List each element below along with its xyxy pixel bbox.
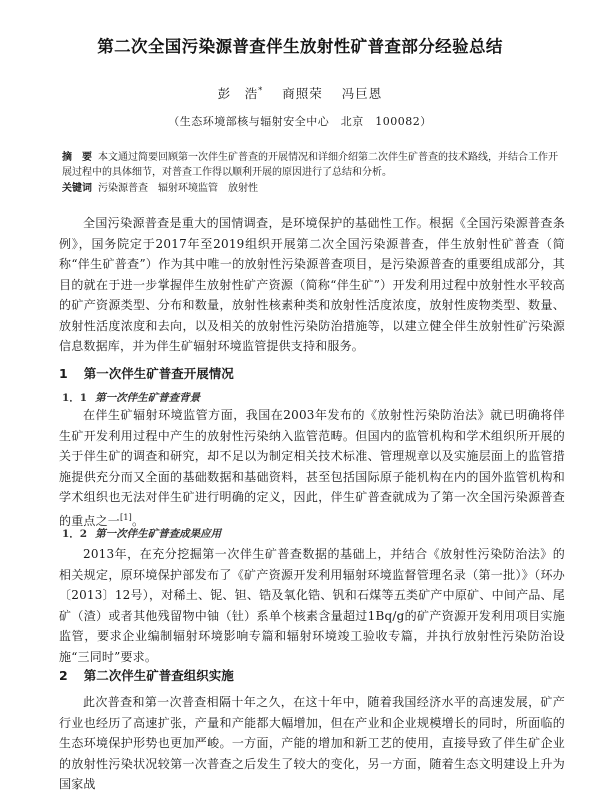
body-paragraph: 2013年，在充分挖掘第一次伴生矿普查数据的基础上，并结合《放射性污染防治法》的相关规定，原环境保护部发布了《矿产资源开发利用辐射环境监督管理名录（第一批）》（环办〔2013〕12号），对稀土、铌、钽、锆及氧化锆、钒和石煤等五类矿产中原矿、中间产品、尾矿（渣）或者其他残留物中铀（钍）系单个核素含量超过1Bq/g的矿产资源开发利用项目实施监管，要求企业编制辐射环境影响专篇和辐射环境竣工验收专篇，并执行放射性污染防治设施“三同时”要求。 [59,547,565,664]
subsection-heading [62,526,221,541]
subsection-heading [62,390,200,405]
abstract [62,150,562,180]
subsection-title: 第一次伴生矿普查背景 [95,392,201,404]
citation-reference[interactable]: [1] [120,512,132,522]
section-number: 1 [59,366,68,381]
paragraph-text: 在伴生矿辐射环境监管方面，我国在2003年发布的《放射性污染防治法》就已明确将伴生矿开发利用过程中产生的放射性污染纳入监管范畴。但国内的监管机构和学术组织所开展的关于伴生矿的调查和研究，却不足以为制定相关技术标准、管理规章以及实施层面上的监管措施提供充分而又全面的基础数据和基础资料，甚至包括国际原子能机构在内的国外监管机构和学术组织也无法对伴生矿进行明确的定义，因此，伴生矿普查就成为了第一次全国污染源普查的重点之一 [59,408,565,528]
section-heading [59,666,234,684]
subsection-title: 第一次伴生矿普查成果应用 [95,528,222,540]
subsection-number: 1．1 [62,392,88,404]
section-title: 第一次伴生矿普查开展情况 [83,366,234,381]
section-number: 2 [59,668,68,683]
abstract-label: 摘 要 [62,152,92,163]
subsection-number: 1．2 [62,528,88,540]
author-name: 商照荣 [282,86,323,101]
section-heading [59,364,234,382]
author-affiliation: （生态环境部核与辐射安全中心 北京 100082） [168,115,432,128]
section-title: 第二次伴生矿普查组织实施 [83,668,234,683]
keywords-text: 污染源普查 辐射环境监管 放射性 [98,183,258,194]
author-name: 冯巨恩 [341,86,383,101]
author-name: 彭 浩 [217,86,259,101]
keywords-label: 关键词 [62,183,92,194]
corresponding-author-mark: * [258,85,264,95]
author-list [0,84,600,102]
paragraph-end: 。 [131,513,145,528]
body-paragraph: 此次普查和第一次普查相隔十年之久，在这十年中，随着我国经济水平的高速发展，矿产行业也经历了高速扩张，产量和产能都大幅增加，但在产业和企业规模增长的同时，所面临的生态环境保护形势也更加严峻。一方面，产能的增加和新工艺的使用，直接导致了伴生矿企业的放射性污染状况较第一次普查之后发生了较大的变化，另一方面，随着生态文明建设上升为国家战 [59,695,565,791]
paper-title: 第二次全国污染源普查伴生放射性矿普查部分经验总结 [97,37,503,56]
body-paragraph [59,405,565,531]
keywords [62,181,562,196]
abstract-text: 本文通过简要回顾第一次伴生矿普查的开展情况和详细介绍第二次伴生矿普查的技术路线，并结合工作开展过程中的具体细节，对普查工作得以顺利开展的原因进行了总结和分析。 [62,152,558,178]
intro-paragraph: 全国污染源普查是重大的国情调查，是环境保护的基础性工作。根据《全国污染源普查条例》，国务院定于2017年至2019组织开展第二次全国污染源普查，伴生放射性矿普查（简称“伴生矿普查”）作为其中唯一的放射性污染源普查项目，是污染源普查的重要组成部分，其目的就在于进一步掌握伴生放射性矿产资源（简称“伴生矿”）开发利用过程中放射性水平较高的矿产资源类型、分布和数量，放射性核素种类和放射性活度浓度，放射性废物类型、数量、放射性活度浓度和去向，以及相关的放射性污染防治措施等，以建立健全伴生放射性矿污染源信息数据库，并为伴生矿辐射环境监管提供支持和服务。 [59,216,565,353]
